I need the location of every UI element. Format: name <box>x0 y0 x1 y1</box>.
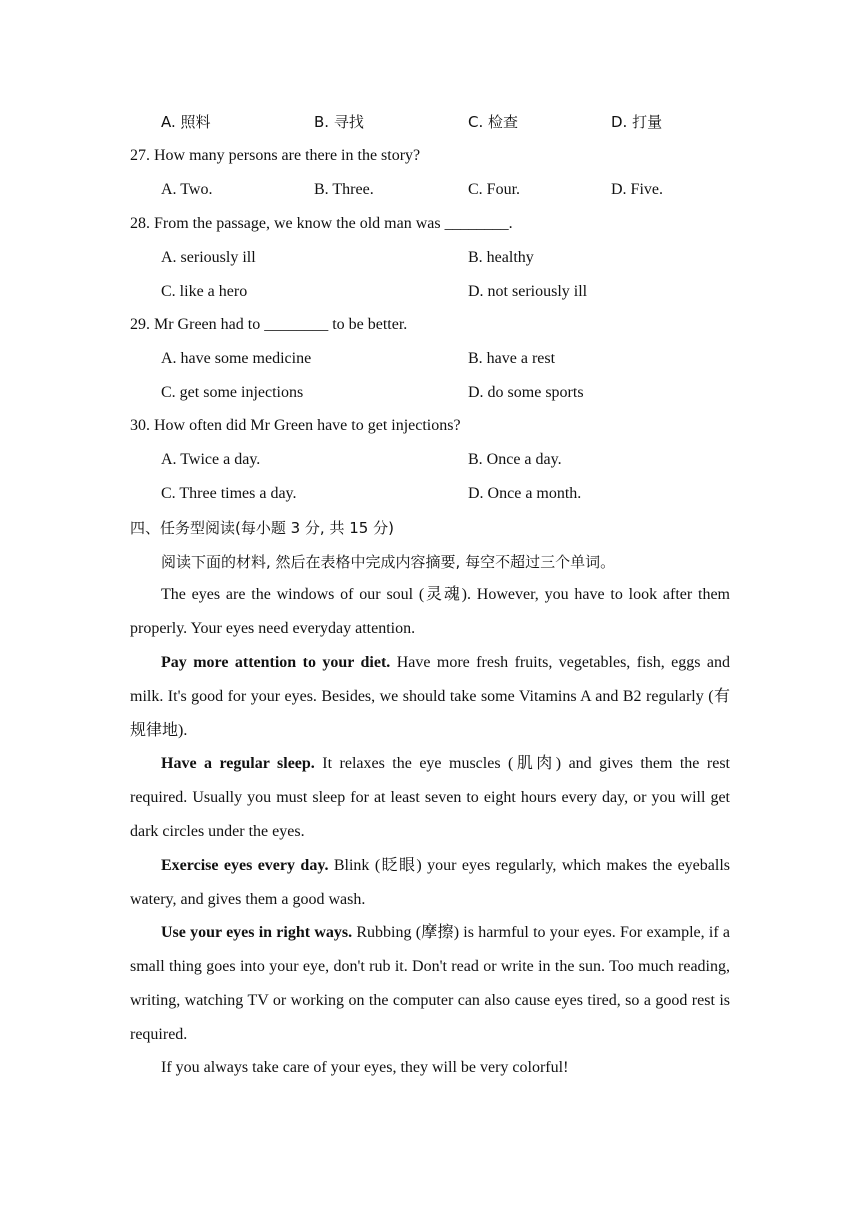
paragraph-3-heading: Have a regular sleep. <box>161 755 315 772</box>
section-heading: 四、任务型阅读(每小题 3 分, 共 15 分) <box>130 519 394 537</box>
passage-paragraph-6 <box>130 1051 730 1085</box>
paragraph-4-heading: Exercise eyes every day. <box>161 857 329 874</box>
paragraph-6-text: If you always take care of your eyes, they will be very colorful! <box>161 1059 569 1076</box>
q29-option-a: A. have some medicine <box>161 350 312 367</box>
paragraph-4-text: Blink (眨眼) your eyes regularly, which makes the eyeballs watery, and gives them a good wash. <box>130 857 730 908</box>
passage-paragraph-4 <box>130 849 730 917</box>
paragraph-1-text: The eyes are the windows of our soul (灵魂). However, you have to look after them properly. Your eyes need everyday attention. <box>130 586 730 637</box>
paragraph-3-text: It relaxes the eye muscles (肌肉) and gives them the rest required. Usually you must sleep for at least seven to eight hours every day, or you will get dark circles under the eyes. <box>130 755 730 840</box>
q26-option-b: B. 寻找 <box>314 113 364 131</box>
q29-option-c: C. get some injections <box>161 384 304 401</box>
passage-paragraph-3 <box>130 747 730 849</box>
q30-option-d: D. Once a month. <box>468 485 582 502</box>
q29-stem: 29. Mr Green had to ________ to be better. <box>130 316 408 333</box>
q30-option-a: A. Twice a day. <box>161 451 261 468</box>
q28-option-b: B. healthy <box>468 249 534 266</box>
q26-option-a: A. 照料 <box>161 113 211 131</box>
q27-option-d: D. Five. <box>611 181 663 198</box>
q28-stem: 28. From the passage, we know the old man was ________. <box>130 215 513 232</box>
q27-option-c: C. Four. <box>468 181 521 198</box>
q29-option-d: D. do some sports <box>468 384 584 401</box>
passage-paragraph-1 <box>130 578 730 646</box>
q28-option-d: D. not seriously ill <box>468 283 588 300</box>
paragraph-5-text: Rubbing (摩擦) is harmful to your eyes. For example, if a small thing goes into your eye, don't rub it. Don't read or write in the sun. Too much reading, writing, watching TV or working on the computer can also cause eyes tired, so a good rest is required. <box>130 924 730 1043</box>
q26-option-d: D. 打量 <box>611 113 663 131</box>
q28-option-c: C. like a hero <box>161 283 248 300</box>
q27-option-a: A. Two. <box>161 181 213 198</box>
passage-paragraph-2 <box>130 646 730 748</box>
q28-option-a: A. seriously ill <box>161 249 256 266</box>
paragraph-2-text: Have more fresh fruits, vegetables, fish, eggs and milk. It's good for your eyes. Besides, we should take some Vitamins A and B2 regularly (有规律地). <box>130 654 731 739</box>
q30-option-b: B. Once a day. <box>468 451 562 468</box>
q27-option-b: B. Three. <box>314 181 374 198</box>
q29-option-b: B. have a rest <box>468 350 556 367</box>
q30-stem: 30. How often did Mr Green have to get injections? <box>130 417 461 434</box>
section-instruction: 阅读下面的材料, 然后在表格中完成内容摘要, 每空不超过三个单词。 <box>161 553 616 571</box>
q30-option-c: C. Three times a day. <box>161 485 297 502</box>
passage-paragraph-5 <box>130 916 730 1052</box>
q26-option-c: C. 检查 <box>468 113 519 131</box>
q27-stem: 27. How many persons are there in the story? <box>130 147 421 164</box>
paragraph-2-heading: Pay more attention to your diet. <box>161 654 391 671</box>
paragraph-5-heading: Use your eyes in right ways. <box>161 924 353 941</box>
